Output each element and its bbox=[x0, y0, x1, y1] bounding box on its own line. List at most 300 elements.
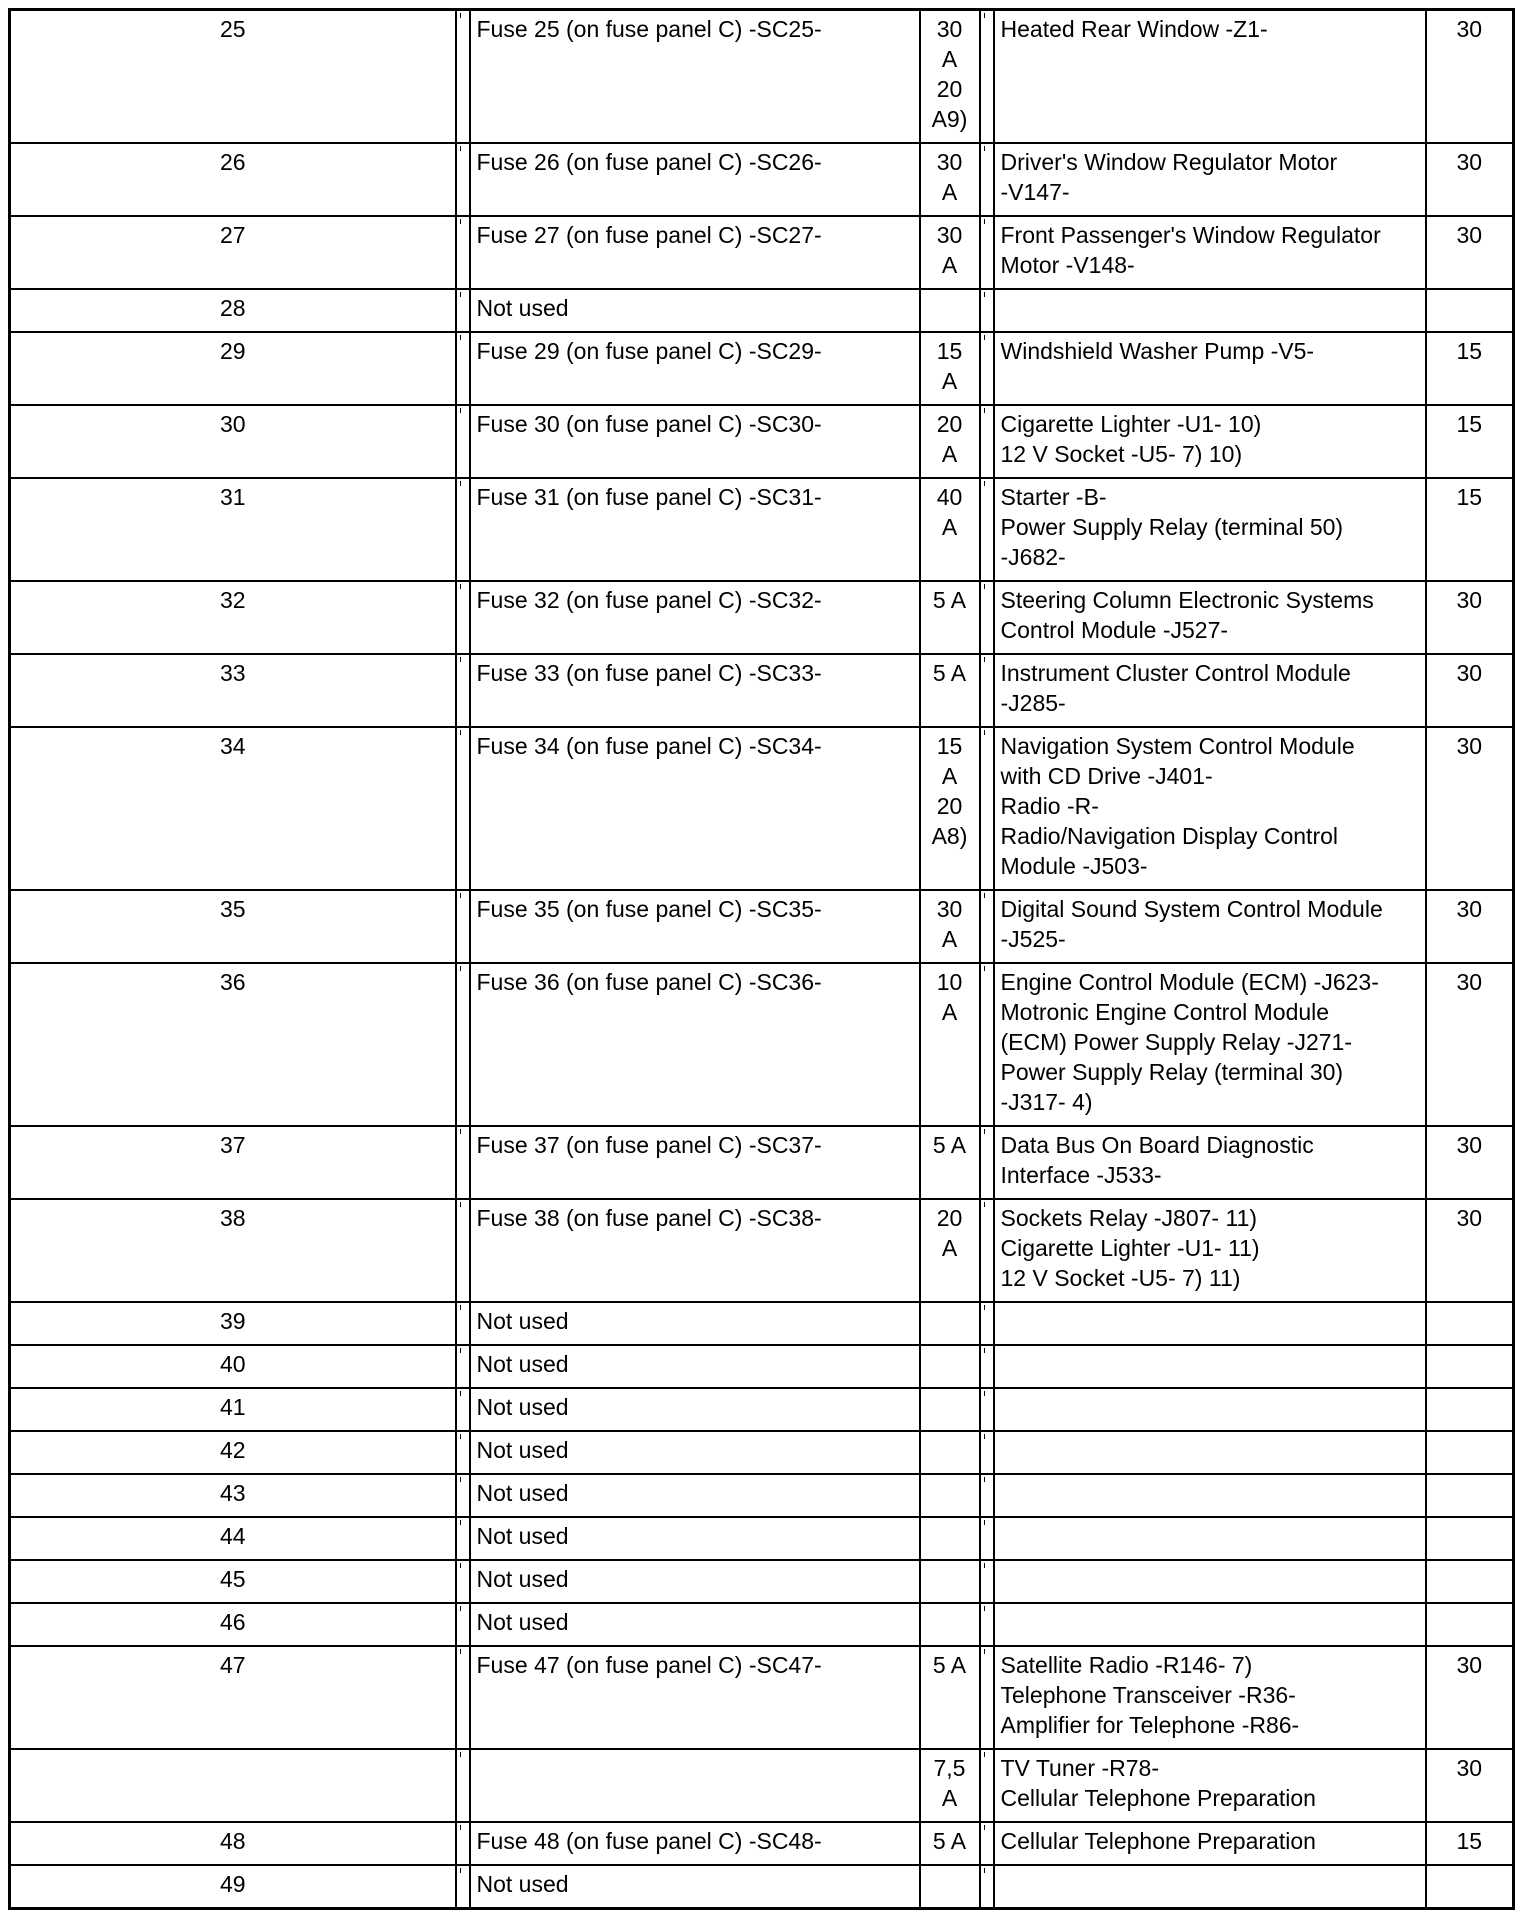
component-line: Digital Sound System Control Module bbox=[1000, 896, 1383, 922]
rating-line: 30 bbox=[936, 896, 963, 922]
spacer-cell bbox=[456, 289, 470, 332]
component-line: -J285- bbox=[1000, 690, 1066, 716]
terminal-value: 15 bbox=[1426, 478, 1514, 581]
rating-line: A bbox=[941, 46, 958, 72]
tick-mark bbox=[984, 1391, 985, 1396]
fuse-number: 25 bbox=[10, 10, 456, 144]
rating-line: 5 A bbox=[932, 1828, 967, 1854]
spacer-cell bbox=[456, 1603, 470, 1646]
fuse-description: Fuse 30 (on fuse panel C) -SC30- bbox=[470, 405, 920, 478]
fuse-description: Not used bbox=[470, 1865, 920, 1909]
fuse-rating bbox=[920, 1517, 980, 1560]
spacer-cell bbox=[980, 1517, 994, 1560]
tick-mark bbox=[984, 1649, 985, 1654]
fuse-rating bbox=[920, 1431, 980, 1474]
rating-line: 15 bbox=[936, 338, 963, 364]
component-list bbox=[994, 1302, 1426, 1345]
spacer-cell bbox=[980, 1431, 994, 1474]
component-list bbox=[994, 1749, 1426, 1822]
tick-mark bbox=[984, 1563, 985, 1568]
spacer-cell bbox=[980, 1603, 994, 1646]
rating-line: 30 bbox=[936, 149, 963, 175]
fuse-description: Not used bbox=[470, 1603, 920, 1646]
tick-mark bbox=[984, 1202, 985, 1207]
spacer-cell bbox=[980, 1199, 994, 1302]
spacer-cell bbox=[456, 332, 470, 405]
tick-mark bbox=[460, 13, 461, 18]
tick-mark bbox=[984, 730, 985, 735]
fuse-rating bbox=[920, 1749, 980, 1822]
spacer-cell bbox=[456, 963, 470, 1126]
tick-mark bbox=[460, 1825, 461, 1830]
spacer-cell bbox=[456, 1749, 470, 1822]
fuse-rating bbox=[920, 216, 980, 289]
component-list bbox=[994, 1431, 1426, 1474]
fuse-description: Not used bbox=[470, 1517, 920, 1560]
spacer-cell bbox=[980, 143, 994, 216]
fuse-number: 48 bbox=[10, 1822, 456, 1865]
component-line: Interface -J533- bbox=[1000, 1162, 1162, 1188]
fuse-row bbox=[10, 1646, 1514, 1749]
fuse-number: 31 bbox=[10, 478, 456, 581]
spacer-cell bbox=[456, 216, 470, 289]
terminal-value: 30 bbox=[1426, 1646, 1514, 1749]
terminal-value: 30 bbox=[1426, 143, 1514, 216]
fuse-number: 40 bbox=[10, 1345, 456, 1388]
tick-mark bbox=[460, 1202, 461, 1207]
terminal-value bbox=[1426, 1431, 1514, 1474]
fuse-row bbox=[10, 1126, 1514, 1199]
fuse-number: 32 bbox=[10, 581, 456, 654]
tick-mark bbox=[984, 219, 985, 224]
component-line: Radio/Navigation Display Control bbox=[1000, 823, 1338, 849]
spacer-cell bbox=[980, 890, 994, 963]
fuse-description: Not used bbox=[470, 1345, 920, 1388]
component-list bbox=[994, 1345, 1426, 1388]
tick-mark bbox=[984, 657, 985, 662]
fuse-number: 29 bbox=[10, 332, 456, 405]
fuse-row bbox=[10, 289, 1514, 332]
rating-line: 10 bbox=[936, 969, 963, 995]
fuse-number: 45 bbox=[10, 1560, 456, 1603]
rating-line: 5 A bbox=[932, 660, 967, 686]
component-line: (ECM) Power Supply Relay -J271- bbox=[1000, 1029, 1353, 1055]
rating-line: 15 bbox=[936, 733, 963, 759]
tick-mark bbox=[984, 1606, 985, 1611]
spacer-cell bbox=[980, 1302, 994, 1345]
component-list bbox=[994, 1822, 1426, 1865]
fuse-row bbox=[10, 1560, 1514, 1603]
fuse-row bbox=[10, 890, 1514, 963]
component-list bbox=[994, 10, 1426, 144]
fuse-number: 46 bbox=[10, 1603, 456, 1646]
fuse-row bbox=[10, 405, 1514, 478]
rating-line: 20 bbox=[936, 76, 963, 102]
tick-mark bbox=[984, 1477, 985, 1482]
component-list bbox=[994, 1517, 1426, 1560]
fuse-row bbox=[10, 1345, 1514, 1388]
component-list bbox=[994, 143, 1426, 216]
rating-line: 7,5 bbox=[933, 1755, 966, 1781]
terminal-value: 15 bbox=[1426, 1822, 1514, 1865]
terminal-value: 30 bbox=[1426, 890, 1514, 963]
rating-line: A bbox=[941, 441, 958, 467]
fuse-description: Fuse 29 (on fuse panel C) -SC29- bbox=[470, 332, 920, 405]
terminal-value: 30 bbox=[1426, 963, 1514, 1126]
component-line: Navigation System Control Module bbox=[1000, 733, 1355, 759]
spacer-cell bbox=[980, 216, 994, 289]
rating-line: 20 bbox=[936, 1205, 963, 1231]
tick-mark bbox=[460, 1649, 461, 1654]
fuse-description: Not used bbox=[470, 1431, 920, 1474]
fuse-rating bbox=[920, 654, 980, 727]
component-line: Satellite Radio -R146- 7) bbox=[1000, 1652, 1253, 1678]
fuse-number: 44 bbox=[10, 1517, 456, 1560]
spacer-cell bbox=[456, 727, 470, 890]
rating-line: A bbox=[941, 1785, 958, 1811]
tick-mark bbox=[460, 1752, 461, 1757]
tick-mark bbox=[984, 335, 985, 340]
fuse-description: Fuse 36 (on fuse panel C) -SC36- bbox=[470, 963, 920, 1126]
rating-line: A bbox=[941, 763, 958, 789]
fuse-number: 27 bbox=[10, 216, 456, 289]
fuse-row bbox=[10, 1388, 1514, 1431]
rating-line: A bbox=[941, 252, 958, 278]
fuse-description: Fuse 27 (on fuse panel C) -SC27- bbox=[470, 216, 920, 289]
tick-mark bbox=[984, 1520, 985, 1525]
fuse-number: 26 bbox=[10, 143, 456, 216]
component-line: Amplifier for Telephone -R86- bbox=[1000, 1712, 1300, 1738]
fuse-number: 33 bbox=[10, 654, 456, 727]
component-line: Motronic Engine Control Module bbox=[1000, 999, 1330, 1025]
spacer-cell bbox=[456, 1126, 470, 1199]
component-line: -V147- bbox=[1000, 179, 1070, 205]
component-list bbox=[994, 332, 1426, 405]
fuse-row bbox=[10, 1431, 1514, 1474]
rating-line: 5 A bbox=[932, 1132, 967, 1158]
fuse-table-body bbox=[10, 10, 1514, 1909]
component-line: Motor -V148- bbox=[1000, 252, 1135, 278]
fuse-row bbox=[10, 143, 1514, 216]
component-list bbox=[994, 1474, 1426, 1517]
fuse-description: Not used bbox=[470, 1388, 920, 1431]
fuse-rating bbox=[920, 581, 980, 654]
fuse-table bbox=[8, 8, 1515, 1910]
spacer-cell bbox=[456, 143, 470, 216]
component-list bbox=[994, 478, 1426, 581]
spacer-cell bbox=[456, 1474, 470, 1517]
spacer-cell bbox=[980, 963, 994, 1126]
component-line: Cigarette Lighter -U1- 10) bbox=[1000, 411, 1262, 437]
tick-mark bbox=[460, 1391, 461, 1396]
fuse-number: 43 bbox=[10, 1474, 456, 1517]
spacer-cell bbox=[456, 1345, 470, 1388]
fuse-row bbox=[10, 478, 1514, 581]
component-list bbox=[994, 1388, 1426, 1431]
fuse-rating bbox=[920, 289, 980, 332]
fuse-rating bbox=[920, 332, 980, 405]
fuse-description: Fuse 31 (on fuse panel C) -SC31- bbox=[470, 478, 920, 581]
fuse-number: 30 bbox=[10, 405, 456, 478]
spacer-cell bbox=[980, 727, 994, 890]
fuse-row bbox=[10, 10, 1514, 144]
terminal-value: 30 bbox=[1426, 581, 1514, 654]
tick-mark bbox=[460, 1305, 461, 1310]
terminal-value bbox=[1426, 1302, 1514, 1345]
tick-mark bbox=[460, 408, 461, 413]
rating-line: A bbox=[941, 514, 958, 540]
fuse-description: Fuse 48 (on fuse panel C) -SC48- bbox=[470, 1822, 920, 1865]
spacer-cell bbox=[980, 1749, 994, 1822]
fuse-description: Fuse 35 (on fuse panel C) -SC35- bbox=[470, 890, 920, 963]
component-list bbox=[994, 1560, 1426, 1603]
fuse-row bbox=[10, 1199, 1514, 1302]
terminal-value: 30 bbox=[1426, 1749, 1514, 1822]
spacer-cell bbox=[980, 405, 994, 478]
tick-mark bbox=[460, 584, 461, 589]
tick-mark bbox=[460, 219, 461, 224]
rating-line: A bbox=[941, 368, 958, 394]
component-list bbox=[994, 216, 1426, 289]
fuse-number: 38 bbox=[10, 1199, 456, 1302]
tick-mark bbox=[460, 1129, 461, 1134]
fuse-row bbox=[10, 1822, 1514, 1865]
component-line: Radio -R- bbox=[1000, 793, 1099, 819]
spacer-cell bbox=[456, 1646, 470, 1749]
rating-line: 5 A bbox=[932, 1652, 967, 1678]
fuse-number: 41 bbox=[10, 1388, 456, 1431]
component-line: Sockets Relay -J807- 11) bbox=[1000, 1205, 1258, 1231]
spacer-cell bbox=[980, 654, 994, 727]
fuse-number: 34 bbox=[10, 727, 456, 890]
component-list bbox=[994, 654, 1426, 727]
component-list bbox=[994, 890, 1426, 963]
fuse-number: 36 bbox=[10, 963, 456, 1126]
fuse-rating bbox=[920, 1474, 980, 1517]
fuse-description bbox=[470, 1749, 920, 1822]
tick-mark bbox=[984, 146, 985, 151]
tick-mark bbox=[984, 1348, 985, 1353]
fuse-description: Not used bbox=[470, 1560, 920, 1603]
spacer-cell bbox=[456, 405, 470, 478]
fuse-rating bbox=[920, 405, 980, 478]
component-line: Module -J503- bbox=[1000, 853, 1148, 879]
component-list bbox=[994, 1199, 1426, 1302]
tick-mark bbox=[460, 292, 461, 297]
terminal-value: 15 bbox=[1426, 405, 1514, 478]
tick-mark bbox=[984, 1752, 985, 1757]
rating-line: A9) bbox=[931, 106, 968, 132]
rating-line: A bbox=[941, 1235, 958, 1261]
component-line: Cellular Telephone Preparation bbox=[1000, 1785, 1316, 1811]
component-list bbox=[994, 1865, 1426, 1909]
fuse-description: Fuse 32 (on fuse panel C) -SC32- bbox=[470, 581, 920, 654]
component-list bbox=[994, 1603, 1426, 1646]
terminal-value: 30 bbox=[1426, 10, 1514, 144]
fuse-rating bbox=[920, 1865, 980, 1909]
tick-mark bbox=[460, 966, 461, 971]
tick-mark bbox=[460, 1868, 461, 1873]
spacer-cell bbox=[456, 581, 470, 654]
component-line: 12 V Socket -U5- 7) 10) bbox=[1000, 441, 1243, 467]
spacer-cell bbox=[456, 1560, 470, 1603]
spacer-cell bbox=[456, 1388, 470, 1431]
fuse-row bbox=[10, 1302, 1514, 1345]
spacer-cell bbox=[980, 1646, 994, 1749]
fuse-rating bbox=[920, 1345, 980, 1388]
spacer-cell bbox=[980, 478, 994, 581]
fuse-number: 47 bbox=[10, 1646, 456, 1749]
fuse-table-page bbox=[8, 8, 1512, 1902]
terminal-value: 30 bbox=[1426, 727, 1514, 890]
terminal-value bbox=[1426, 1345, 1514, 1388]
tick-mark bbox=[984, 1825, 985, 1830]
fuse-rating bbox=[920, 727, 980, 890]
fuse-description: Fuse 25 (on fuse panel C) -SC25- bbox=[470, 10, 920, 144]
fuse-row bbox=[10, 1865, 1514, 1909]
terminal-value bbox=[1426, 1560, 1514, 1603]
fuse-number bbox=[10, 1749, 456, 1822]
terminal-value bbox=[1426, 289, 1514, 332]
tick-mark bbox=[984, 1868, 985, 1873]
fuse-row bbox=[10, 1517, 1514, 1560]
terminal-value bbox=[1426, 1474, 1514, 1517]
fuse-rating bbox=[920, 1646, 980, 1749]
tick-mark bbox=[460, 657, 461, 662]
component-line: Control Module -J527- bbox=[1000, 617, 1229, 643]
spacer-cell bbox=[456, 1199, 470, 1302]
fuse-rating bbox=[920, 143, 980, 216]
terminal-value bbox=[1426, 1388, 1514, 1431]
fuse-row bbox=[10, 332, 1514, 405]
rating-line: A bbox=[941, 926, 958, 952]
spacer-cell bbox=[980, 10, 994, 144]
rating-line: 30 bbox=[936, 222, 963, 248]
fuse-row bbox=[10, 1474, 1514, 1517]
terminal-value: 30 bbox=[1426, 1126, 1514, 1199]
component-line: Windshield Washer Pump -V5- bbox=[1000, 338, 1315, 364]
fuse-rating bbox=[920, 478, 980, 581]
component-line: -J317- 4) bbox=[1000, 1089, 1093, 1115]
spacer-cell bbox=[456, 1302, 470, 1345]
fuse-row bbox=[10, 216, 1514, 289]
spacer-cell bbox=[456, 890, 470, 963]
spacer-cell bbox=[980, 1865, 994, 1909]
tick-mark bbox=[460, 1348, 461, 1353]
component-list bbox=[994, 581, 1426, 654]
fuse-number: 35 bbox=[10, 890, 456, 963]
fuse-rating bbox=[920, 1302, 980, 1345]
spacer-cell bbox=[980, 1126, 994, 1199]
tick-mark bbox=[984, 584, 985, 589]
fuse-row bbox=[10, 654, 1514, 727]
spacer-cell bbox=[980, 1345, 994, 1388]
component-line: Front Passenger's Window Regulator bbox=[1000, 222, 1381, 248]
fuse-rating bbox=[920, 890, 980, 963]
component-line: Driver's Window Regulator Motor bbox=[1000, 149, 1338, 175]
terminal-value bbox=[1426, 1865, 1514, 1909]
component-list bbox=[994, 727, 1426, 890]
component-list bbox=[994, 963, 1426, 1126]
component-line: -J525- bbox=[1000, 926, 1066, 952]
rating-line: A bbox=[941, 179, 958, 205]
rating-line: 20 bbox=[936, 411, 963, 437]
rating-line: A bbox=[941, 999, 958, 1025]
component-line: Starter -B- bbox=[1000, 484, 1107, 510]
fuse-description: Not used bbox=[470, 1474, 920, 1517]
tick-mark bbox=[460, 146, 461, 151]
tick-mark bbox=[460, 893, 461, 898]
tick-mark bbox=[984, 408, 985, 413]
component-list bbox=[994, 1126, 1426, 1199]
fuse-rating bbox=[920, 1388, 980, 1431]
fuse-rating bbox=[920, 1126, 980, 1199]
tick-mark bbox=[984, 292, 985, 297]
spacer-cell bbox=[456, 1517, 470, 1560]
spacer-cell bbox=[456, 654, 470, 727]
fuse-number: 28 bbox=[10, 289, 456, 332]
fuse-row bbox=[10, 581, 1514, 654]
fuse-number: 37 bbox=[10, 1126, 456, 1199]
component-line: Data Bus On Board Diagnostic bbox=[1000, 1132, 1314, 1158]
rating-line: 20 bbox=[936, 793, 963, 819]
fuse-row bbox=[10, 1603, 1514, 1646]
component-line: with CD Drive -J401- bbox=[1000, 763, 1213, 789]
tick-mark bbox=[460, 481, 461, 486]
component-line: Telephone Transceiver -R36- bbox=[1000, 1682, 1296, 1708]
tick-mark bbox=[460, 1563, 461, 1568]
spacer-cell bbox=[980, 1388, 994, 1431]
tick-mark bbox=[984, 13, 985, 18]
fuse-number: 49 bbox=[10, 1865, 456, 1909]
fuse-description: Fuse 37 (on fuse panel C) -SC37- bbox=[470, 1126, 920, 1199]
component-line: Power Supply Relay (terminal 30) bbox=[1000, 1059, 1344, 1085]
spacer-cell bbox=[980, 581, 994, 654]
spacer-cell bbox=[980, 332, 994, 405]
component-line: Engine Control Module (ECM) -J623- bbox=[1000, 969, 1379, 995]
spacer-cell bbox=[456, 478, 470, 581]
spacer-cell bbox=[980, 1822, 994, 1865]
fuse-rating bbox=[920, 10, 980, 144]
spacer-cell bbox=[980, 1560, 994, 1603]
fuse-description: Not used bbox=[470, 289, 920, 332]
fuse-rating bbox=[920, 1822, 980, 1865]
tick-mark bbox=[460, 1477, 461, 1482]
fuse-description: Not used bbox=[470, 1302, 920, 1345]
tick-mark bbox=[984, 893, 985, 898]
spacer-cell bbox=[456, 1431, 470, 1474]
fuse-rating bbox=[920, 1603, 980, 1646]
tick-mark bbox=[460, 335, 461, 340]
rating-line: 5 A bbox=[932, 587, 967, 613]
fuse-description: Fuse 33 (on fuse panel C) -SC33- bbox=[470, 654, 920, 727]
component-line: Power Supply Relay (terminal 50) bbox=[1000, 514, 1344, 540]
component-list bbox=[994, 289, 1426, 332]
fuse-row bbox=[10, 963, 1514, 1126]
component-line: Heated Rear Window -Z1- bbox=[1000, 16, 1268, 42]
component-line: -J682- bbox=[1000, 544, 1066, 570]
component-line: Cigarette Lighter -U1- 11) bbox=[1000, 1235, 1260, 1261]
terminal-value bbox=[1426, 1517, 1514, 1560]
component-line: 12 V Socket -U5- 7) 11) bbox=[1000, 1265, 1241, 1291]
component-list bbox=[994, 405, 1426, 478]
tick-mark bbox=[460, 1606, 461, 1611]
fuse-description: Fuse 47 (on fuse panel C) -SC47- bbox=[470, 1646, 920, 1749]
spacer-cell bbox=[980, 289, 994, 332]
tick-mark bbox=[984, 1434, 985, 1439]
component-line: Instrument Cluster Control Module bbox=[1000, 660, 1351, 686]
fuse-description: Fuse 34 (on fuse panel C) -SC34- bbox=[470, 727, 920, 890]
